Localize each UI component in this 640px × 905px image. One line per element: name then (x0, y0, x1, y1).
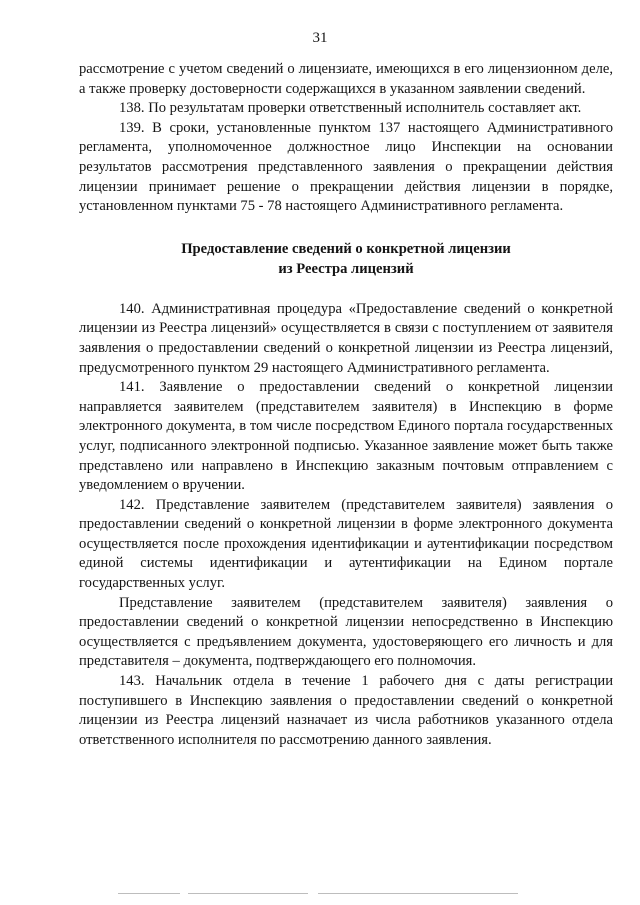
paragraph-142-continued: Представление заявителем (представителем заявителя) заявления о предоставлении сведений о конкретной лицензии непосредственно в Инспекцию осуществляется с предъявлением документа, удостоверяющего его личность и для представителя – документа, подтверждающего его полномочия. (79, 594, 613, 670)
paragraph-139: 139. В сроки, установленные пунктом 137 настоящего Административного регламента, уполномоченное должностное лицо Инспекции на основании результатов рассмотрения представленного заявления о прекращении действия лицензии принимает решение о прекращении действия лицензии в порядке, установленном пунктами 75 - 78 настоящего Административного регламента. (79, 119, 613, 215)
section-heading (79, 239, 613, 279)
document-body (79, 60, 613, 750)
section-heading-line-2: из Реестра лицензий (278, 260, 414, 277)
section-heading-line-1: Предоставление сведений о конкретной лицензии (181, 240, 511, 257)
paragraph-142: 142. Представление заявителем (представителем заявителя) заявления о предоставлении сведений о конкретной лицензии в форме электронного документа осуществляется после прохождения идентификации и аутентификации посредством единой системы идентификации и аутентификации на Едином портале государственных услуг. (79, 496, 613, 592)
scan-footer-line (0, 893, 640, 903)
paragraph-141: 141. Заявление о предоставлении сведений о конкретной лицензии направляется заявителем (представителем заявителя) в Инспекцию в форме электронного документа, в том числе посредством Единого портала государственных услуг, подписанного электронной подписью. Указанное заявление может быть также представлено или направлено в Инспекцию заказным почтовым отправлением с уведомлением о вручении. (79, 379, 613, 494)
paragraph-140: 140. Административная процедура «Предоставление сведений о конкретной лицензии из Реестра лицензий» осуществляется в связи с поступлением от заявителя заявления о предоставлении сведений о конкретной лицензии из Реестра лицензий, предусмотренного пунктом 29 настоящего Административного регламента. (79, 300, 613, 376)
paragraph-continuation: рассмотрение с учетом сведений о лицензиате, имеющихся в его лицензионном деле, а также проверку достоверности содержащихся в указанном заявлении сведений. (79, 61, 613, 97)
paragraph-138: 138. По результатам проверки ответственный исполнитель составляет акт. (119, 100, 582, 117)
page-number: 31 (312, 30, 328, 46)
paragraph-143: 143. Начальник отдела в течение 1 рабочего дня с даты регистрации поступившего в Инспекцию заявления о предоставлении сведений о конкретной лицензии из Реестра лицензий назначает из числа работников указанного отдела ответственного исполнителя по рассмотрению данного заявления. (79, 673, 613, 748)
